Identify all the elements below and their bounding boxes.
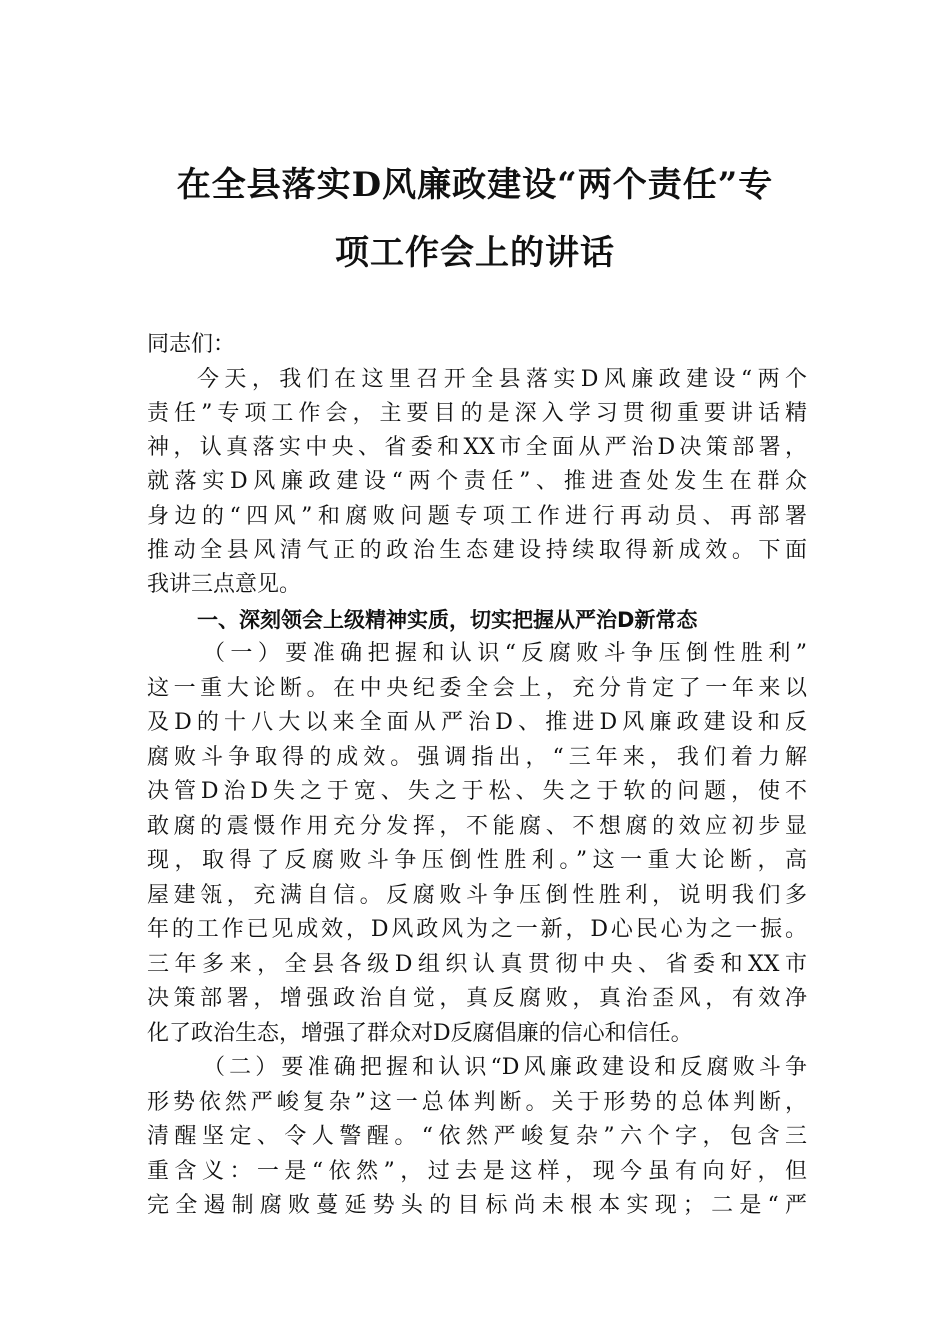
paragraph-line: 三年多来，全县各级D组织认真贯彻中央、省委和XX市	[147, 952, 807, 977]
paragraph-line: 屋建瓴，充满自信。反腐败斗争压倒性胜利，说明我们多	[147, 883, 807, 908]
section-heading-1: 一、深刻领会上级精神实质，切实把握从严治D新常态	[197, 608, 698, 632]
paragraph-line: 腐败斗争取得的成效。强调指出，“三年来，我们着力解	[147, 745, 807, 770]
paragraph-line: 身边的“四风”和腐败问题专项工作进行再动员、再部署	[147, 504, 807, 529]
paragraph-line: 我讲三点意见。	[147, 572, 302, 597]
paragraph-line: 就落实D风廉政建设“两个责任”、推进查处发生在群众	[147, 469, 807, 494]
paragraph-line: 年的工作已见成效，D风政风为之一新，D心民心为之一振。	[147, 917, 807, 942]
paragraph-line: 形势依然严峻复杂”这一总体判断。关于形势的总体判断，	[147, 1090, 807, 1115]
subsection-heading-1: （一）要准确把握和认识“反腐败斗争压倒性胜利”	[203, 641, 807, 666]
paragraph-line: 化了政治生态，增强了群众对D反腐倡廉的信心和信任。	[147, 1021, 693, 1046]
paragraph-line: 推动全县风清气正的政治生态建设持续取得新成效。下面	[147, 538, 807, 563]
paragraph-line: 神，认真落实中央、省委和XX市全面从严治D决策部署，	[147, 435, 807, 460]
paragraph-line: 敢腐的震慑作用充分发挥，不能腐、不想腐的效应初步显	[147, 814, 807, 839]
paragraph-line: 决策部署，增强政治自觉，真反腐败，真治歪风，有效净	[147, 986, 807, 1011]
subsection-heading-2: （二）要准确把握和认识“D风廉政建设和反腐败斗争	[203, 1055, 807, 1080]
document-title-line-1: 在全县落实D风廉政建设“两个责任”专	[176, 165, 774, 205]
document-title-line-2: 项工作会上的讲话	[335, 233, 615, 273]
paragraph-line: 今天，我们在这里召开全县落实D风廉政建设“两个	[197, 367, 807, 392]
paragraph-line: 这一重大论断。在中央纪委全会上，充分肯定了一年来以	[147, 676, 807, 701]
paragraph-line: 责任”专项工作会，主要目的是深入学习贯彻重要讲话精	[147, 401, 807, 426]
paragraph-line: 现，取得了反腐败斗争压倒性胜利。”这一重大论断，高	[147, 848, 807, 873]
paragraph-line: 决管D治D失之于宽、失之于松、失之于软的问题，使不	[147, 779, 807, 804]
paragraph-line: 完全遏制腐败蔓延势头的目标尚未根本实现；二是“严	[147, 1193, 807, 1218]
paragraph-line: 及D的十八大以来全面从严治D、推进D风廉政建设和反	[147, 710, 807, 735]
paragraph-line: 清醒坚定、令人警醒。“依然严峻复杂”六个字，包含三	[147, 1124, 807, 1149]
salutation: 同志们：	[147, 332, 236, 357]
paragraph-line: 重含义：一是“依然”，过去是这样，现今虽有向好，但	[147, 1159, 807, 1184]
